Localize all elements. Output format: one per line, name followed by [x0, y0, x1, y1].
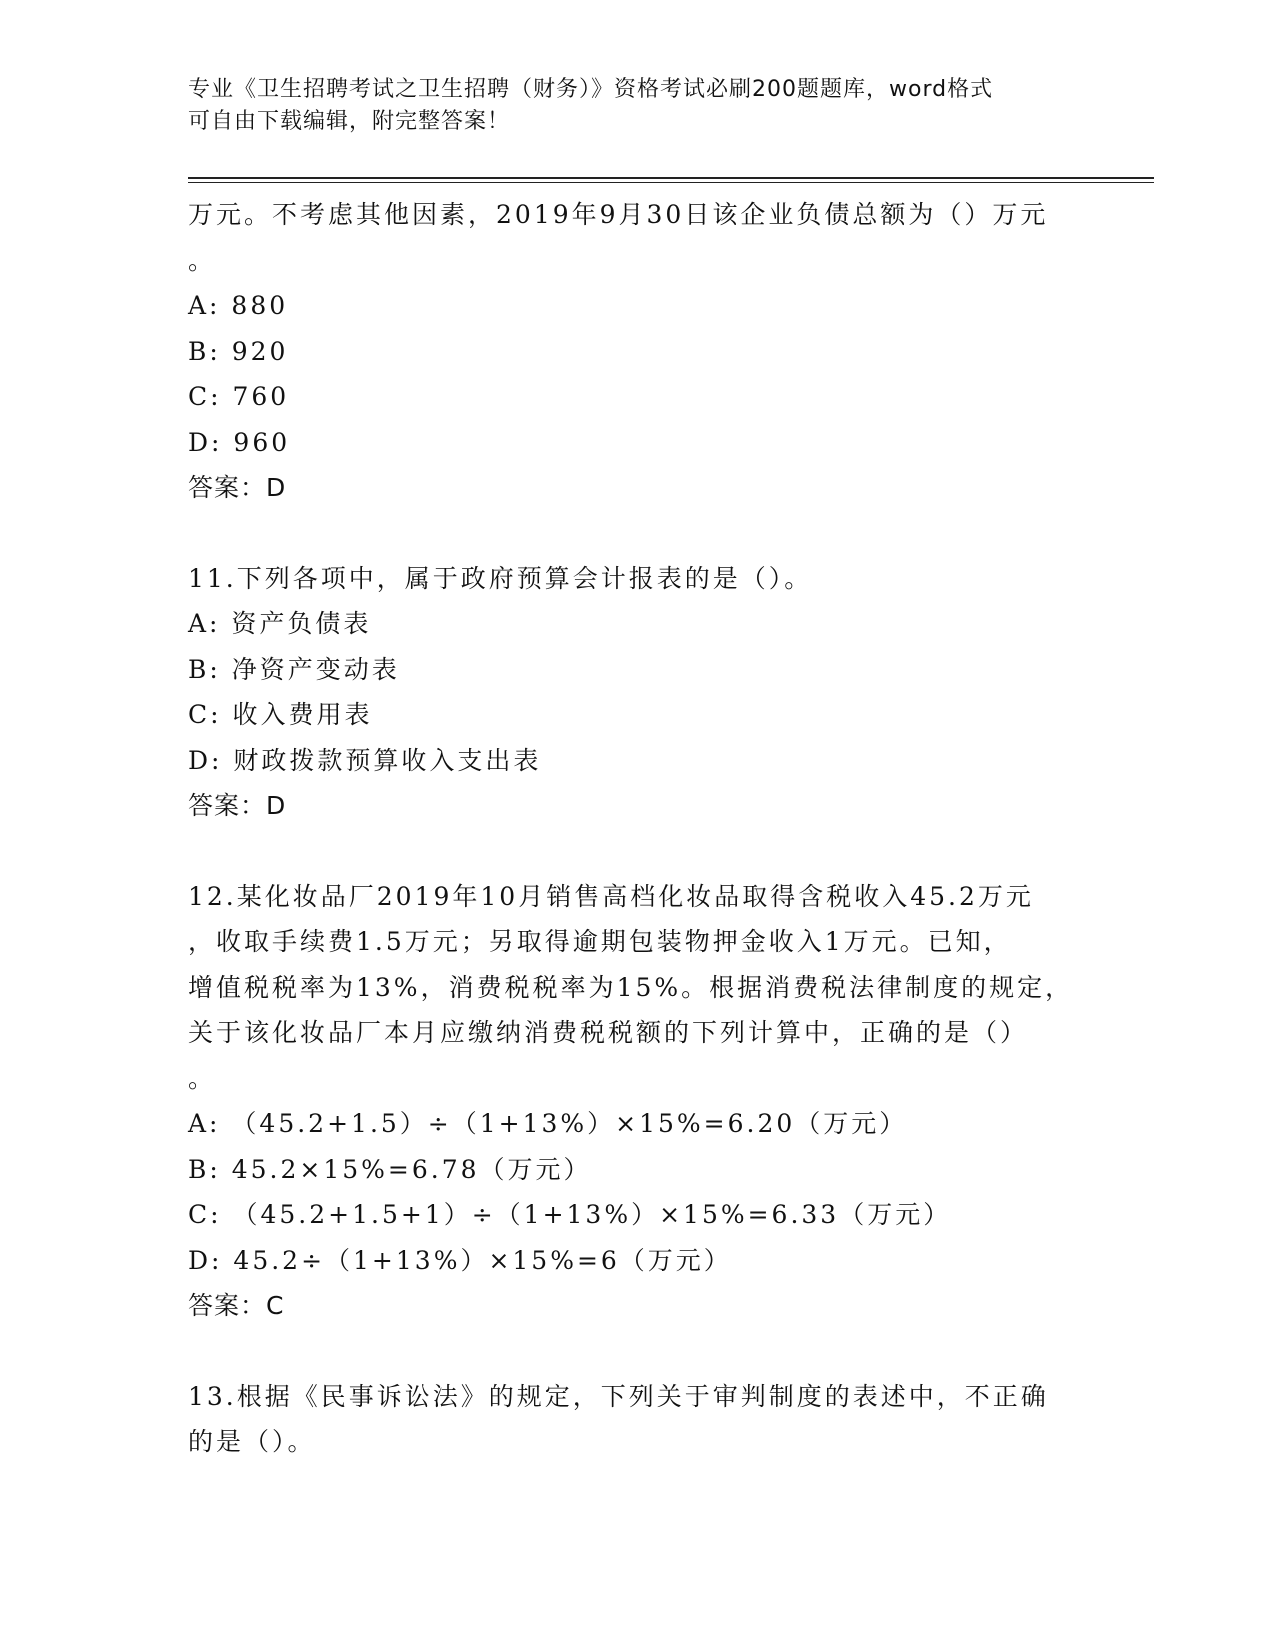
- option-a: A: 资产负债表: [188, 609, 372, 638]
- option-d: D: 45.2÷（1+13%）×15%=6（万元）: [188, 1245, 732, 1275]
- option-b: B: 净资产变动表: [188, 654, 400, 684]
- question-stem-line: 。: [188, 1063, 217, 1093]
- question-11: [188, 556, 1088, 829]
- question-stem-line: ，收取手续费1.5万元；另取得逾期包装物押金收入1万元。已知，: [188, 927, 1012, 956]
- option-c: C: （45.2+1.5+1）÷（1+13%）×15%=6.33（万元）: [188, 1200, 952, 1229]
- question-12: [188, 874, 1088, 1329]
- answer-line: 答案：D: [188, 791, 287, 820]
- option-c: C: 760: [188, 382, 290, 411]
- question-stem-line: 的是（）。: [188, 1427, 316, 1456]
- question-stem-line: 万元。不考虑其他因素，2019年9月30日该企业负债总额为（）万元: [188, 200, 1049, 229]
- question-stem-line: 增值税税率为13%，消费税税率为15%。根据消费税法律制度的规定，: [188, 972, 1074, 1002]
- question-stem-line: 13.根据《民事诉讼法》的规定，下列关于审判制度的表述中，不正确: [188, 1381, 1049, 1411]
- header-line-1: 专业《卫生招聘考试之卫生招聘（财务）》资格考试必刷200题题库，word格式: [188, 77, 994, 102]
- option-a: A: （45.2+1.5）÷（1+13%）×15%=6.20（万元）: [188, 1109, 908, 1138]
- answer-line: 答案：C: [188, 1291, 285, 1320]
- question-stem-line: 11.下列各项中，属于政府预算会计报表的是（）。: [188, 563, 813, 593]
- question-stem-line: 12.某化妆品厂2019年10月销售高档化妆品取得含税收入45.2万元: [188, 881, 1034, 911]
- header-rule-thin: [188, 182, 1154, 183]
- option-b: B: 45.2×15%=6.78（万元）: [188, 1154, 592, 1184]
- spacer: [188, 511, 1088, 556]
- option-d: D: 960: [188, 427, 291, 457]
- question-stem-line: 。: [188, 245, 217, 275]
- header-line-2: 可自由下载编辑，附完整答案！: [188, 109, 511, 134]
- option-c: C: 收入费用表: [188, 700, 373, 729]
- option-b: B: 920: [188, 336, 289, 366]
- document-header: [188, 74, 1088, 138]
- option-d: D: 财政拨款预算收入支出表: [188, 745, 542, 775]
- header-rule-thick: [188, 177, 1154, 179]
- question-10: [188, 192, 1088, 511]
- option-a: A: 880: [188, 291, 289, 320]
- spacer: [188, 829, 1088, 874]
- answer-line: 答案：D: [188, 473, 287, 502]
- question-list: [188, 192, 1088, 1465]
- question-13: [188, 1374, 1088, 1465]
- question-stem-line: 关于该化妆品厂本月应缴纳消费税税额的下列计算中，正确的是（）: [188, 1018, 1029, 1047]
- spacer: [188, 1329, 1088, 1374]
